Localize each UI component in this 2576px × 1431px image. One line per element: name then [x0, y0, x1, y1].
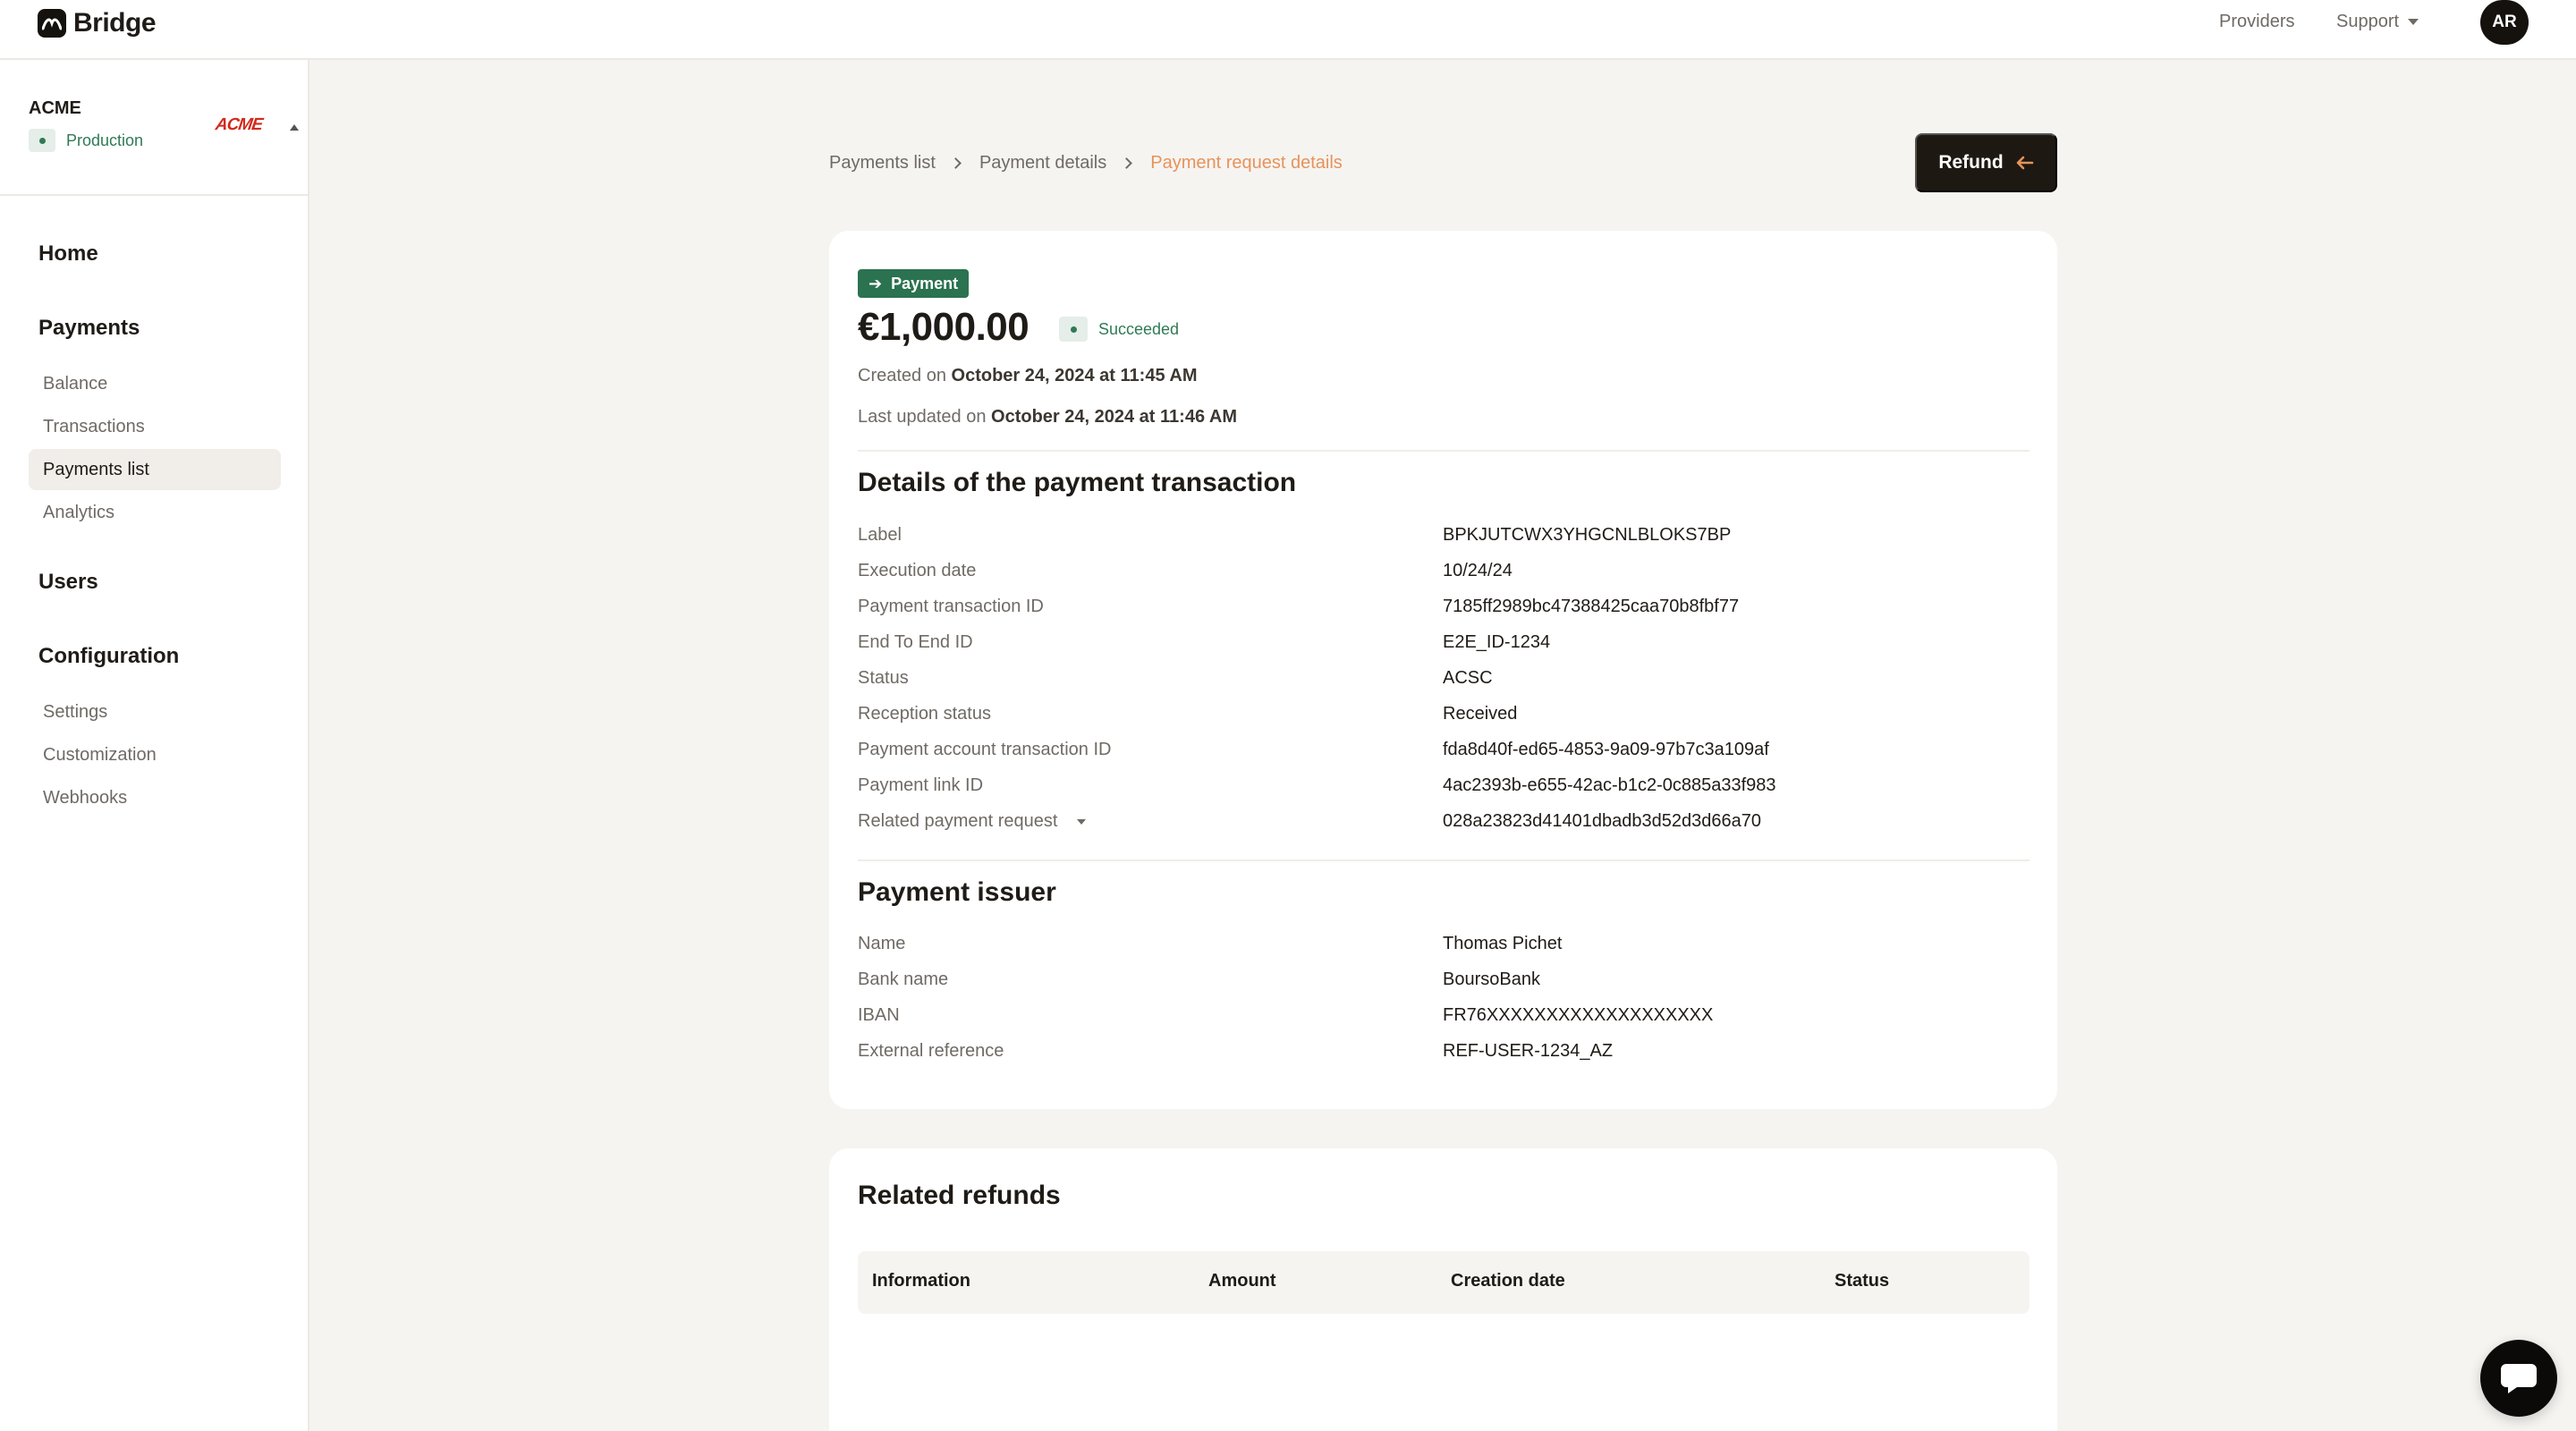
sidebar-item-home[interactable]: Home [38, 241, 98, 266]
detail-row [858, 519, 2029, 555]
sidebar-item-settings[interactable]: Settings [43, 702, 108, 722]
sidebar-section-configuration[interactable]: Configuration [38, 644, 180, 668]
environment-label: Production [66, 131, 144, 149]
detail-value: ACSC [1443, 668, 1493, 688]
updated-prefix: Last updated on [858, 407, 987, 427]
refund-label: Refund [1938, 152, 2004, 173]
chevron-down-icon [2408, 19, 2419, 25]
sidebar-item-analytics[interactable]: Analytics [43, 503, 115, 522]
payment-type-label: Payment [891, 274, 959, 292]
status-dot-icon [29, 129, 55, 152]
detail-label: Execution date [858, 561, 977, 580]
detail-value: 10/24/24 [1443, 561, 1513, 580]
detail-row [858, 927, 2029, 963]
sidebar-item-payments-list[interactable]: Payments list [29, 449, 281, 490]
column-header-amount[interactable]: Amount [1208, 1271, 1276, 1291]
providers-link[interactable]: Providers [2219, 12, 2295, 31]
created-value: October 24, 2024 at 11:45 AM [951, 366, 1198, 385]
arrow-right-icon: ➔ [869, 274, 883, 292]
refund-button[interactable] [1915, 133, 2057, 192]
breadcrumb [829, 151, 1343, 174]
bridge-logo-icon [38, 9, 66, 38]
detail-label: Reception status [858, 704, 991, 724]
updated-value: October 24, 2024 at 11:46 AM [991, 407, 1237, 427]
breadcrumb-payments-list[interactable]: Payments list [829, 152, 936, 173]
detail-value: fda8d40f-ed65-4853-9a09-97b7c3a109af [1443, 740, 1769, 759]
detail-value: BoursoBank [1443, 970, 1540, 989]
top-bar [0, 0, 2576, 60]
transaction-section-title: Details of the payment transaction [858, 468, 1297, 497]
related-refunds-card [829, 1148, 2057, 1431]
detail-label: External reference [858, 1041, 1004, 1061]
chevron-right-icon [950, 157, 962, 169]
brand-logo[interactable] [38, 5, 156, 41]
divider [858, 450, 2029, 452]
column-header-information[interactable]: Information [872, 1271, 970, 1291]
sidebar-item-webhooks[interactable]: Webhooks [43, 788, 128, 808]
detail-row [858, 555, 2029, 590]
sidebar-section-payments[interactable]: Payments [38, 316, 140, 340]
detail-row [858, 626, 2029, 662]
org-switcher[interactable] [0, 60, 308, 196]
detail-row [858, 698, 2029, 733]
detail-row [858, 1035, 2029, 1071]
org-logo: ACME [214, 115, 264, 134]
detail-label: Status [858, 668, 909, 688]
created-prefix: Created on [858, 366, 946, 385]
payment-amount: €1,000.00 [858, 305, 1030, 349]
chat-icon [2499, 1360, 2538, 1396]
detail-label: Label [858, 525, 902, 545]
chevron-right-icon [1121, 157, 1132, 169]
detail-row [858, 733, 2029, 769]
detail-value: E2E_ID-1234 [1443, 632, 1551, 652]
divider [858, 859, 2029, 861]
detail-row [858, 590, 2029, 626]
detail-value: Received [1443, 704, 1518, 724]
detail-label: Related payment request [858, 811, 1058, 831]
breadcrumb-current: Payment request details [1150, 152, 1343, 173]
detail-value: BPKJUTCWX3YHGCNLBLOKS7BP [1443, 525, 1732, 545]
arrow-left-icon [2016, 156, 2034, 170]
status-dot-icon [1059, 317, 1088, 342]
detail-row [858, 662, 2029, 698]
status-label: Succeeded [1098, 319, 1180, 338]
chevron-down-icon [1077, 819, 1086, 825]
detail-row [858, 999, 2029, 1035]
detail-label: Payment account transaction ID [858, 740, 1112, 759]
status-badge [1059, 317, 1179, 342]
sidebar [0, 60, 309, 1431]
detail-value: FR76XXXXXXXXXXXXXXXXXXX [1443, 1005, 1714, 1025]
detail-value: 7185ff2989bc47388425caa70b8fbf77 [1443, 597, 1740, 616]
detail-label: Name [858, 934, 906, 953]
detail-value: 4ac2393b-e655-42ac-b1c2-0c885a33f983 [1443, 775, 1776, 795]
detail-row [858, 769, 2029, 805]
support-label: Support [2336, 12, 2400, 31]
detail-label: Bank name [858, 970, 949, 989]
org-name: ACME [29, 98, 81, 118]
detail-label: Payment link ID [858, 775, 984, 795]
detail-label: Payment transaction ID [858, 597, 1044, 616]
payment-details-card [829, 231, 2057, 1109]
detail-value: 028a23823d41401dbadb3d52d3d66a70 [1443, 811, 1761, 831]
created-date [858, 366, 1197, 386]
updated-date [858, 407, 1237, 428]
detail-value: Thomas Pichet [1443, 934, 1563, 953]
sidebar-item-transactions[interactable]: Transactions [43, 417, 145, 436]
brand-name: Bridge [73, 8, 157, 38]
user-avatar[interactable]: AR [2480, 0, 2529, 45]
column-header-creation-date[interactable]: Creation date [1451, 1271, 1565, 1291]
detail-row [858, 963, 2029, 999]
support-chat-button[interactable] [2480, 1340, 2557, 1417]
support-menu[interactable] [2336, 10, 2419, 33]
refunds-table-header [858, 1251, 2029, 1314]
environment-badge [29, 129, 143, 152]
sidebar-item-users[interactable]: Users [38, 570, 98, 594]
issuer-section-title: Payment issuer [858, 877, 1056, 907]
chevron-up-icon[interactable] [290, 124, 299, 131]
detail-value: REF-USER-1234_AZ [1443, 1041, 1614, 1061]
sidebar-item-balance[interactable]: Balance [43, 374, 108, 394]
breadcrumb-payment-details[interactable]: Payment details [979, 152, 1107, 173]
column-header-status[interactable]: Status [1835, 1271, 1890, 1291]
payment-type-badge [858, 269, 969, 298]
detail-label: IBAN [858, 1005, 900, 1025]
sidebar-item-customization[interactable]: Customization [43, 745, 157, 765]
detail-label: End To End ID [858, 632, 973, 652]
related-payment-request-toggle[interactable] [858, 811, 1086, 832]
refunds-section-title: Related refunds [858, 1181, 1061, 1210]
detail-row [858, 805, 2029, 841]
